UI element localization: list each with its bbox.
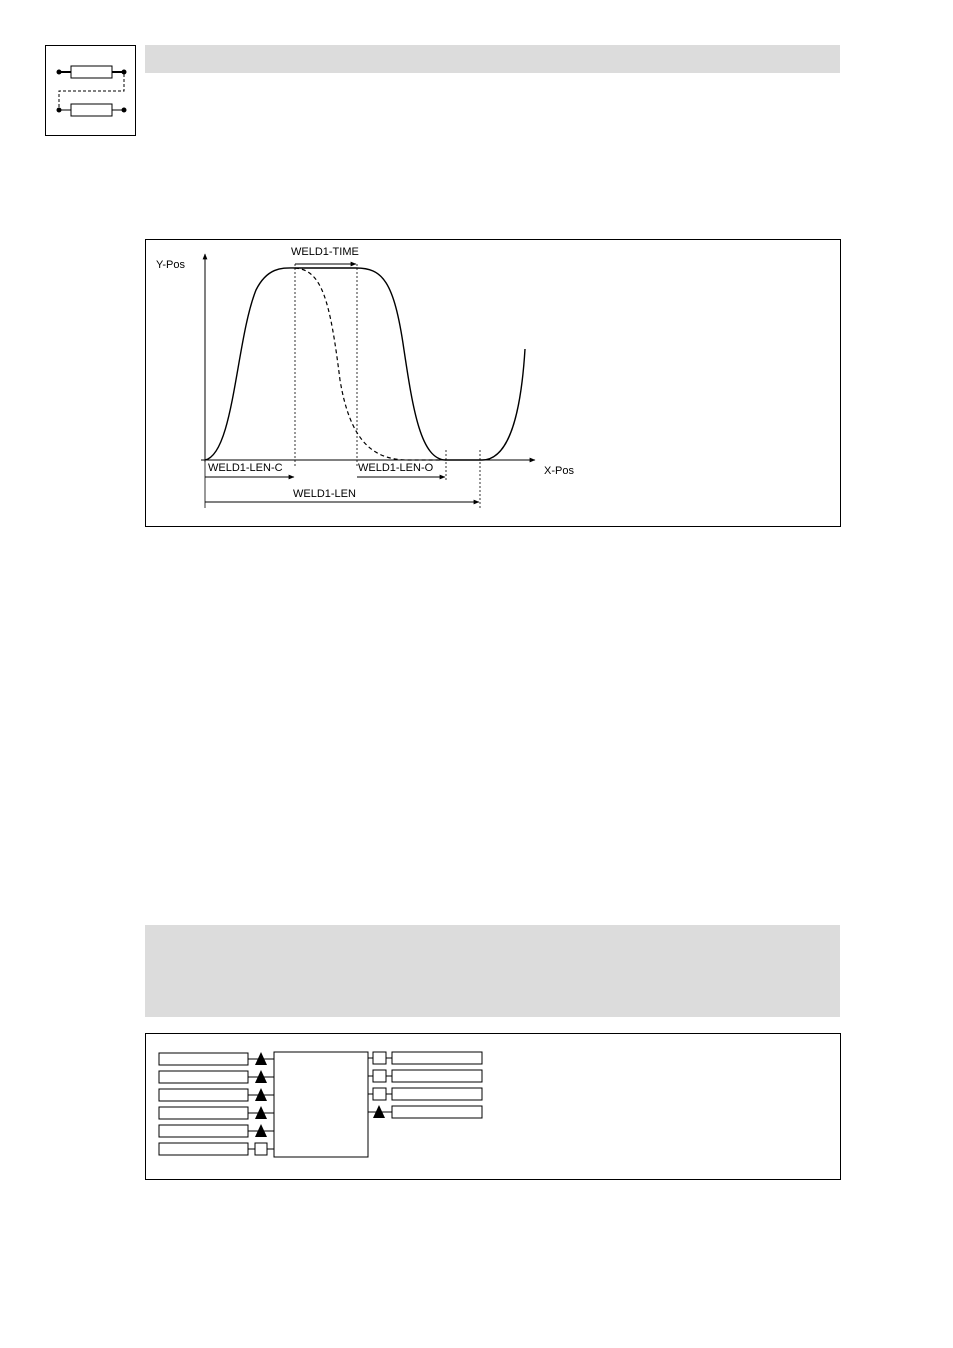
weld-time-label: WELD1-TIME [291, 246, 359, 258]
input-6 [159, 1143, 274, 1155]
square-marker [373, 1070, 386, 1082]
input-3 [159, 1088, 274, 1101]
weld-len-o-label: WELD1-LEN-O [358, 462, 434, 474]
square-marker [373, 1088, 386, 1100]
gray-block [145, 925, 840, 1017]
function-block [274, 1052, 368, 1157]
function-block-frame [145, 1033, 841, 1180]
input-1 [159, 1052, 274, 1065]
solid-curve [205, 268, 525, 460]
y-axis-label: Y-Pos [156, 259, 185, 271]
input-5 [159, 1124, 274, 1137]
x-axis-label: X-Pos [544, 465, 574, 477]
output-3 [368, 1088, 482, 1100]
header-bar [145, 45, 840, 73]
square-marker [255, 1143, 267, 1155]
square-marker [373, 1052, 386, 1064]
dashed-curve [295, 268, 446, 460]
weld-diagram-frame [145, 239, 841, 527]
function-block-diagram [146, 1034, 842, 1181]
weld-len-c-label: WELD1-LEN-C [208, 462, 283, 474]
output-2 [368, 1070, 482, 1082]
input-4 [159, 1106, 274, 1119]
weld-diagram [146, 240, 842, 528]
signal-connection-icon [45, 45, 136, 136]
resistor-pair-icon [46, 46, 137, 137]
output-4 [368, 1105, 482, 1118]
weld-len-label: WELD1-LEN [293, 488, 356, 500]
output-1 [368, 1052, 482, 1064]
input-2 [159, 1070, 274, 1083]
